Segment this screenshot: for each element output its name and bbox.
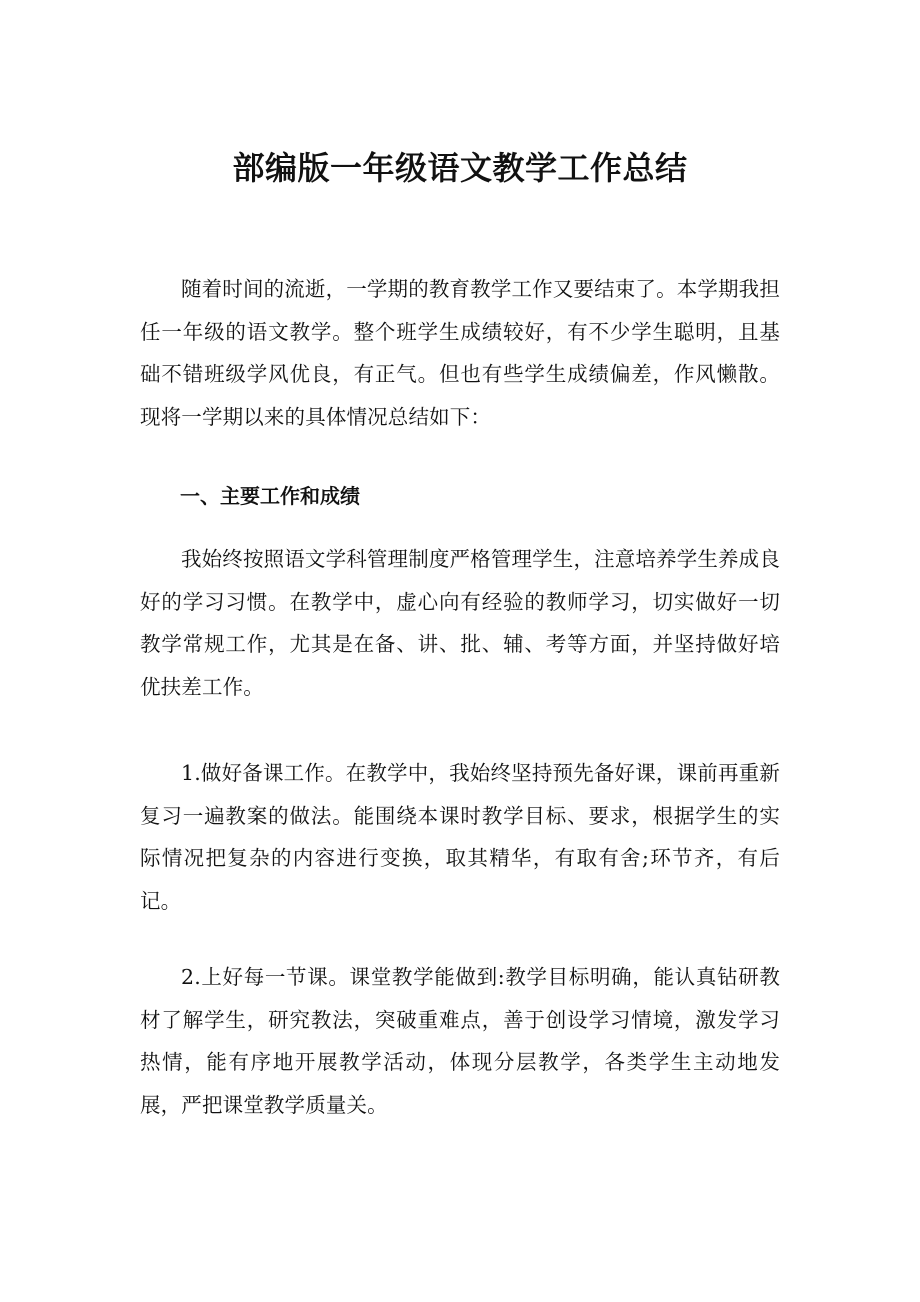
section-body-paragraph: 我始终按照语文学科管理制度严格管理学生，注意培养学生养成良好的学习习惯。在教学中，虚心向有经验的教师学习，切实做好一切教学常规工作，尤其是在备、讲、批、辅、考等方面，并坚持做好培优扶差工作。 bbox=[140, 547, 780, 699]
list-item-paragraph-1: 1.做好备课工作。在教学中，我始终坚持预先备好课，课前再重新复习一遍教案的做法。能围绕本课时教学目标、要求，根据学生的实际情况把复杂的内容进行变换，取其精华，有取有舍;环节齐，有后记。 bbox=[140, 761, 780, 913]
document-title: 部编版一年级语文教学工作总结 bbox=[232, 149, 688, 187]
section-heading: 一、主要工作和成绩 bbox=[180, 484, 360, 508]
list-item-paragraph-2: 2.上好每一节课。课堂教学能做到:教学目标明确，能认真钻研教材了解学生，研究教法，突破重难点，善于创设学习情境，激发学习热情，能有序地开展教学活动，体现分层教学，各类学生主动地发展，严把课堂教学质量关。 bbox=[140, 965, 780, 1117]
intro-paragraph: 随着时间的流逝，一学期的教育教学工作又要结束了。本学期我担任一年级的语文教学。整个班学生成绩较好，有不少学生聪明，且基础不错班级学风优良，有正气。但也有些学生成绩偏差，作风懒散。现将一学期以来的具体情况总结如下： bbox=[140, 277, 780, 429]
